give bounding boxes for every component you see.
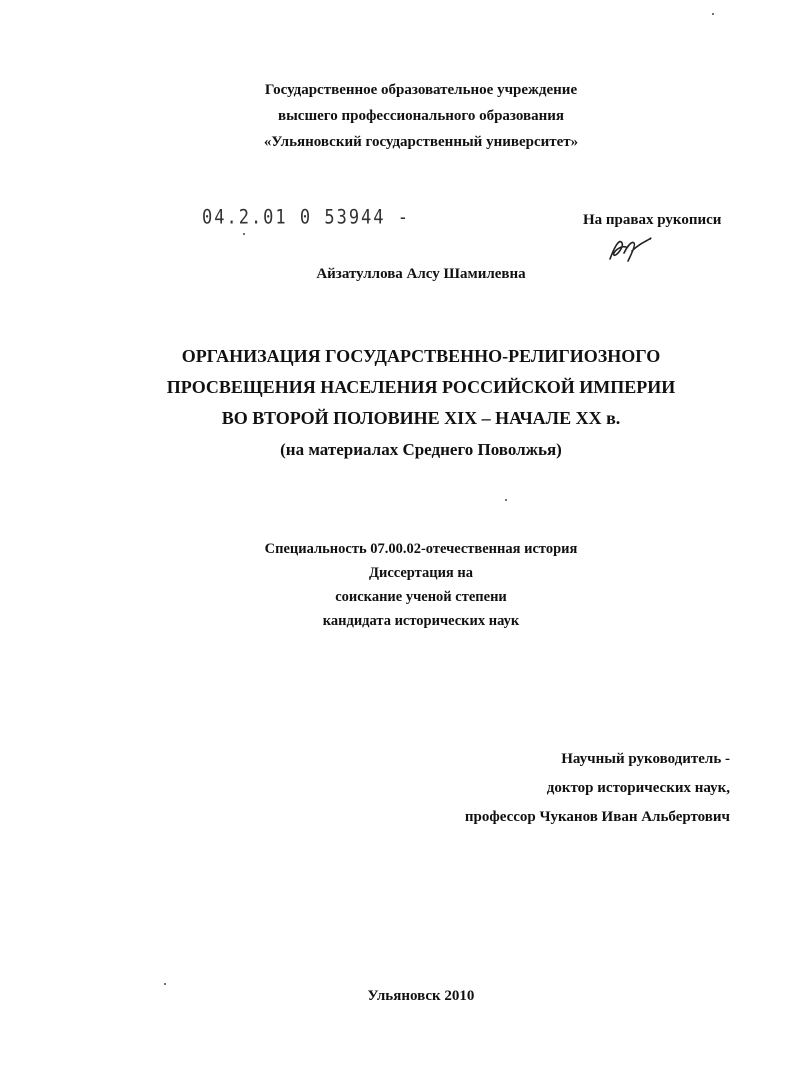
author-name: Айзатуллова Алсу Шамилевна xyxy=(316,266,526,282)
registration-number: 04.2.01 0 53944 - xyxy=(202,206,410,229)
specialty-line-2: Диссертация на xyxy=(368,565,474,581)
specialty-block xyxy=(0,537,796,633)
scan-speck xyxy=(164,983,166,985)
scan-speck xyxy=(243,233,245,235)
title-subtitle: (на материалах Среднего Поволжья) xyxy=(280,440,562,459)
specialty-line-1: Специальность 07.00.02-отечественная история xyxy=(264,541,578,557)
advisor-line-1: Научный руководитель - xyxy=(561,751,730,767)
institution-line-1: Государственное образовательное учреждение xyxy=(264,82,578,98)
institution-header xyxy=(0,77,796,155)
scan-speck xyxy=(505,499,507,501)
advisor-line-3: профессор Чуканов Иван Альбертович xyxy=(464,809,730,825)
title-line-3: ВО ВТОРОЙ ПОЛОВИНЕ XIX – НАЧАЛЕ XX в. xyxy=(221,408,621,428)
manuscript-rights-label: На правах рукописи xyxy=(583,212,722,228)
scan-speck xyxy=(712,13,714,15)
specialty-line-4: кандидата исторических наук xyxy=(322,613,520,629)
institution-line-2: высшего профессионального образования xyxy=(277,108,564,124)
title-line-1: ОРГАНИЗАЦИЯ ГОСУДАРСТВЕННО-РЕЛИГИОЗНОГО xyxy=(181,346,661,366)
thesis-title xyxy=(0,341,796,465)
institution-line-3: «Ульяновский государственный университет» xyxy=(263,134,579,150)
advisor-line-2: доктор исторических наук, xyxy=(546,780,730,796)
title-line-2: ПРОСВЕЩЕНИЯ НАСЕЛЕНИЯ РОССИЙСКОЙ ИМПЕРИИ xyxy=(166,377,676,397)
city-year: Ульяновск 2010 xyxy=(367,988,475,1004)
signature-mark xyxy=(606,233,654,265)
scientific-advisor xyxy=(465,745,730,832)
specialty-line-3: соискание ученой степени xyxy=(335,589,507,605)
